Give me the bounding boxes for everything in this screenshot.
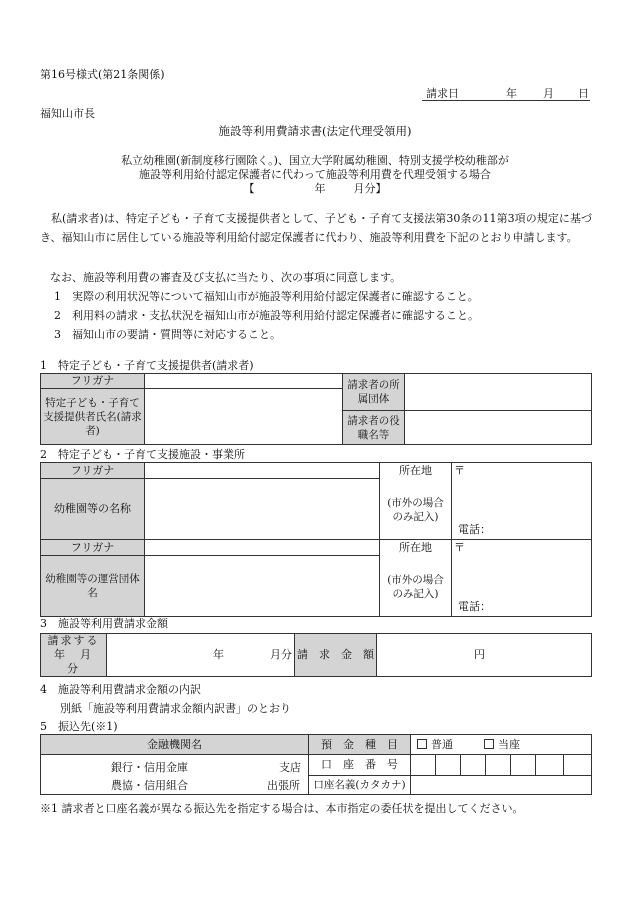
requester-title-field[interactable]	[405, 411, 592, 445]
request-date-year: 年	[506, 87, 517, 100]
breakdown-text: 別紙「施設等利用費請求金額内訳書」のとおり	[60, 702, 291, 715]
branch-label: 支店	[279, 761, 301, 774]
bank-table	[40, 734, 592, 795]
facility-address-field[interactable]	[452, 463, 592, 540]
operator-phone-label: 電話：	[458, 600, 491, 613]
consent-item-3-text: 福知山市の要請・質問等に対応すること。	[72, 328, 281, 341]
facility-furigana-field[interactable]	[145, 463, 380, 479]
facility-postal-mark: 〒	[454, 464, 465, 477]
ordinary-option[interactable]	[417, 738, 453, 751]
provider-name-field[interactable]	[145, 389, 343, 445]
facility-furigana-label: フリガナ	[41, 463, 145, 479]
request-date-day: 日	[578, 87, 589, 100]
operator-furigana-field[interactable]	[145, 540, 380, 556]
body-paragraph-1: 私(請求者)は、特定子ども・子育て支援提供者として、子ども・子育て支援法第30条の11第3項の規定に基づき、福知山市に居住している施設等利用給付認定保護者に代わり、施設等利用費を下記のとおり申請します。	[40, 212, 592, 244]
body-paragraph-2: なお、施設等利用費の審査及び支払に当たり、次の事項に同意します。	[50, 271, 402, 284]
footnote: ※1 請求者と口座名義が異なる振込先を指定する場合は、本市指定の委任状を提出してください。	[40, 802, 524, 815]
consent-item-1-no: 1	[54, 290, 61, 303]
document-title: 施設等利用費請求書(法定代理受領用)	[218, 124, 412, 138]
consent-item-1	[54, 288, 479, 304]
request-date-label: 請求日	[426, 87, 459, 100]
ordinary-label: 普通	[431, 737, 453, 751]
account-digit-6[interactable]	[536, 755, 564, 776]
provider-furigana-label: フリガナ	[41, 374, 145, 389]
account-digit-3[interactable]	[461, 755, 486, 776]
subtitle-line-2: 施設等利用給付認定保護者に代わって施設等利用費を代理受領する場合	[139, 168, 491, 181]
billing-month-year-unit: 年	[213, 648, 224, 661]
account-digit-7[interactable]	[564, 755, 592, 776]
consent-item-2-text: 利用料の請求・支払状況を福知山市が施設等利用給付認定保護者に確認すること。	[72, 309, 479, 322]
operator-address-field[interactable]	[452, 540, 592, 617]
facility-address-note: (市外の場合のみ記入)	[387, 497, 444, 523]
facility-phone-label: 電話：	[458, 523, 491, 536]
provider-furigana-field[interactable]	[145, 374, 343, 389]
section4-heading: 4 施設等利用費請求金額の内訳	[40, 683, 201, 696]
account-holder-label: 口座名義(カタカナ)	[309, 776, 411, 795]
operator-furigana-label: フリガナ	[41, 540, 145, 556]
facility-address-label: 所在地	[399, 464, 432, 477]
account-digit-1[interactable]	[411, 755, 436, 776]
billing-month-label: 請求する年 月 分	[41, 634, 107, 677]
billing-month-month-unit: 月分	[270, 648, 292, 661]
current-option[interactable]	[484, 738, 520, 751]
request-date-month: 月	[543, 87, 554, 100]
bank-type-line-1: 銀行・信用金庫	[111, 761, 188, 774]
deposit-type-label: 預 金 種 目	[309, 735, 411, 755]
requester-org-label: 請求者の所属団体	[343, 374, 405, 411]
provider-name-label: 特定子ども・子育て支援提供者氏名(請求者)	[41, 389, 145, 445]
billing-period	[0, 180, 630, 196]
ordinary-checkbox[interactable]	[417, 739, 427, 749]
period-month: 月分】	[353, 182, 387, 195]
billing-month-field[interactable]	[107, 634, 295, 677]
requester-title-label: 請求者の役職名等	[343, 411, 405, 445]
section3-heading: 3 施設等利用費請求金額	[40, 617, 168, 630]
consent-item-2-no: 2	[54, 309, 61, 322]
account-digit-5[interactable]	[511, 755, 536, 776]
operator-name-field[interactable]	[145, 556, 380, 617]
bank-name-label: 金融機関名	[41, 735, 309, 755]
request-date	[422, 85, 590, 101]
period-open: 【	[243, 182, 255, 195]
form-number: 第16号様式(第21条関係)	[40, 68, 165, 81]
bank-name-field[interactable]	[41, 755, 309, 795]
operator-name-label: 幼稚園等の運営団体名	[41, 556, 145, 617]
deposit-type-options	[411, 735, 592, 755]
section1-heading: 1 特定子ども・子育て支援提供者(請求者)	[40, 359, 254, 372]
provider-table	[40, 373, 592, 445]
section2-heading: 2 特定子ども・子育て支援施設・事業所	[40, 448, 245, 461]
account-holder-field[interactable]	[411, 776, 592, 795]
account-digit-2[interactable]	[436, 755, 461, 776]
requester-org-field[interactable]	[405, 374, 592, 411]
account-digit-4[interactable]	[486, 755, 511, 776]
consent-item-3	[54, 326, 281, 342]
amount-field[interactable]	[377, 634, 592, 677]
addressee: 福知山市長	[40, 107, 95, 120]
account-number-label: 口 座 番 号	[309, 755, 411, 776]
operator-address-note: (市外の場合のみ記入)	[387, 574, 444, 600]
current-checkbox[interactable]	[484, 739, 494, 749]
office-label: 出張所	[267, 779, 300, 792]
operator-address-label: 所在地	[399, 541, 432, 554]
facility-table	[40, 462, 592, 617]
amount-table	[40, 633, 592, 677]
subtitle-line-1: 私立幼稚園(新制度移行園除く。)、国立大学附属幼稚園、特別支援学校幼稚部が	[121, 154, 509, 167]
consent-item-3-no: 3	[54, 328, 61, 341]
bank-type-line-2: 農協・信用組合	[111, 779, 188, 792]
operator-address-label-cell	[380, 540, 452, 617]
facility-address-label-cell	[380, 463, 452, 540]
consent-item-2	[54, 307, 479, 323]
facility-name-label: 幼稚園等の名称	[41, 479, 145, 540]
operator-postal-mark: 〒	[454, 541, 465, 554]
period-year: 年	[314, 182, 326, 195]
yen-unit: 円	[474, 648, 485, 661]
facility-name-field[interactable]	[145, 479, 380, 540]
current-label: 当座	[498, 737, 520, 751]
amount-label: 請 求 金 額	[295, 634, 377, 677]
section5-heading: 5 振込先(※1)	[40, 720, 118, 733]
consent-item-1-text: 実際の利用状況等について福知山市が施設等利用給付認定保護者に確認すること。	[72, 290, 479, 303]
